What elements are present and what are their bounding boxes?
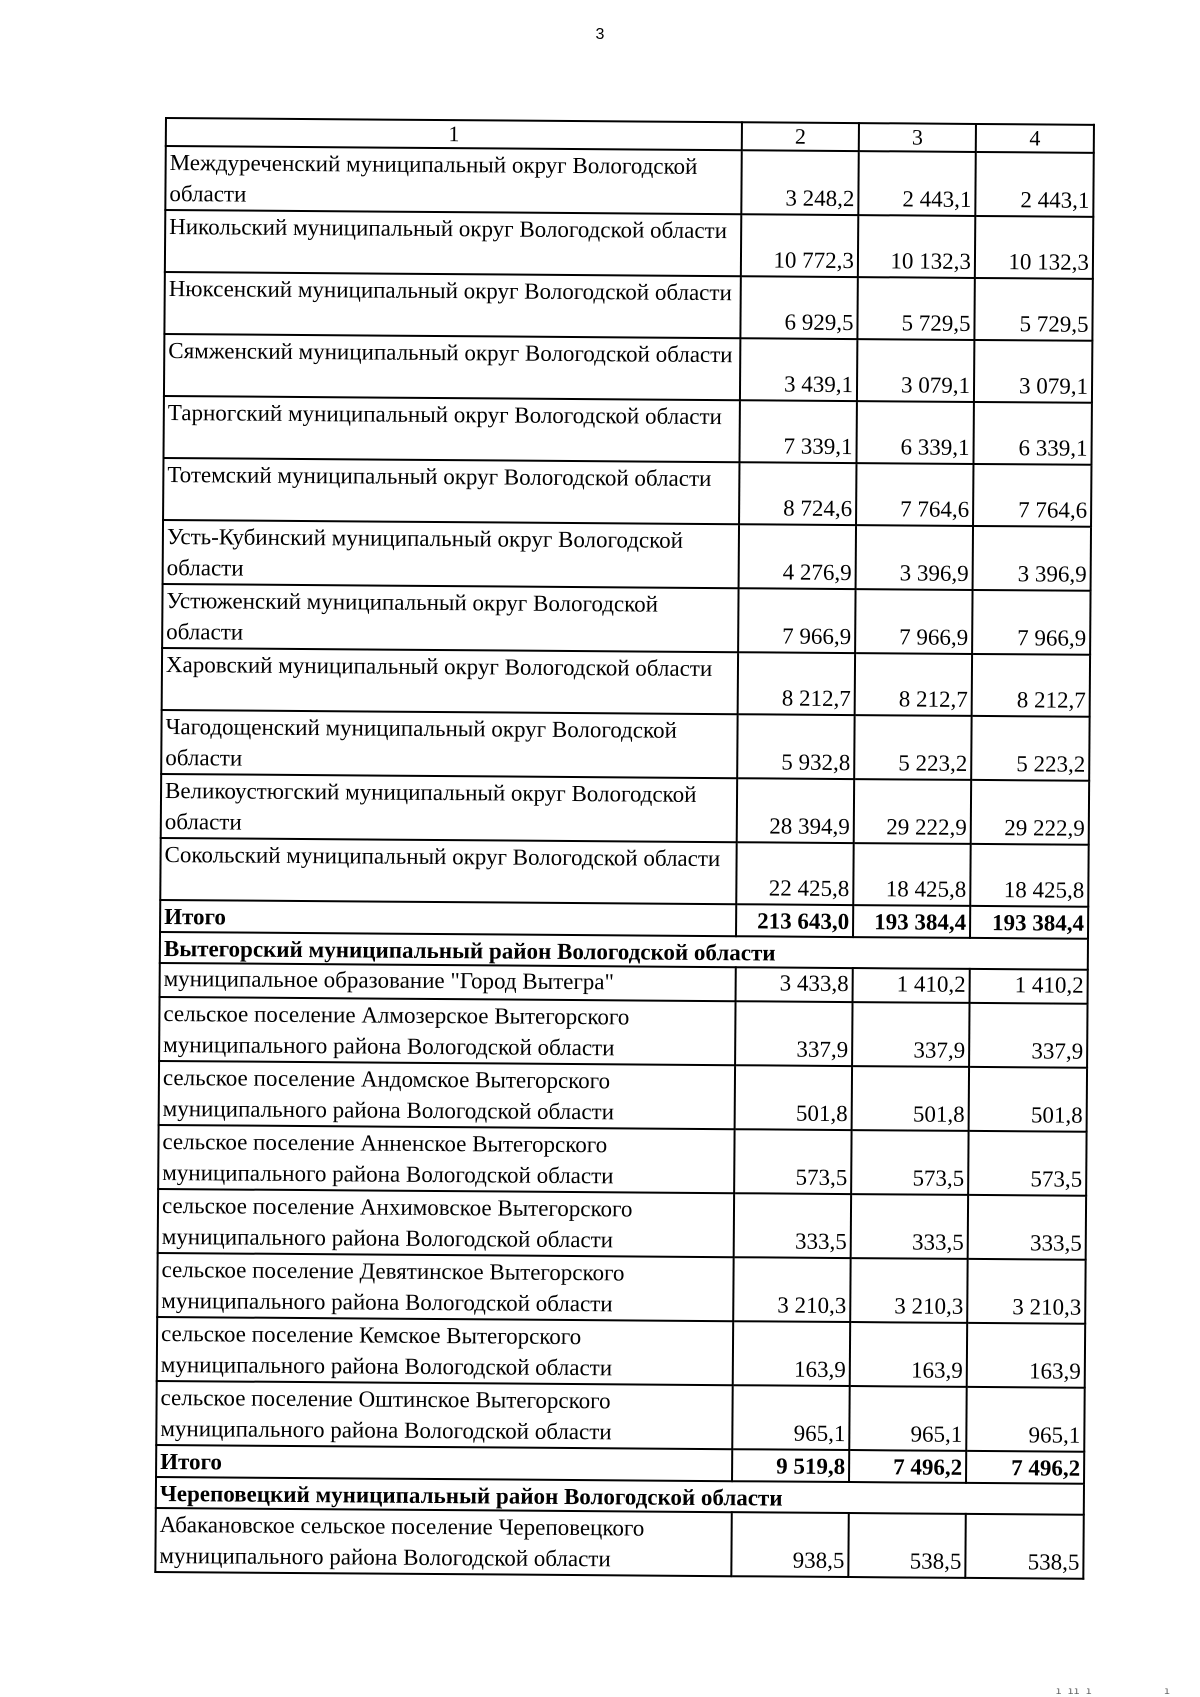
value-col-2: 337,9	[735, 1001, 852, 1066]
table-row	[165, 146, 1093, 217]
municipality-name: Чагодощенский муниципальный округ Вологодской области	[161, 710, 737, 778]
municipality-name: Великоустюгский муниципальный округ Вологодской области	[161, 774, 737, 842]
value-col-4: 8 212,7	[972, 654, 1090, 717]
value-col-4: 29 222,9	[971, 780, 1089, 845]
value-col-4: 10 132,3	[975, 216, 1093, 279]
value-col-4: 3 396,9	[973, 526, 1091, 591]
value-col-2: 22 425,8	[736, 842, 853, 905]
municipality-name: сельское поселение Анненское Вытегорского муниципального района Вологодской области	[158, 1125, 734, 1193]
value-col-3: 3 079,1	[857, 339, 974, 402]
value-col-4: 573,5	[968, 1131, 1086, 1196]
municipality-name: Нюксенский муниципальный округ Вологодской области	[164, 272, 740, 338]
value-col-2: 8 724,6	[739, 462, 856, 525]
value-col-3: 18 425,8	[853, 843, 970, 906]
value-col-3: 965,1	[849, 1386, 966, 1451]
municipality-name: Тарногский муниципальный округ Вологодской области	[164, 396, 740, 462]
value-col-4: 163,9	[967, 1323, 1085, 1388]
value-col-2: 28 394,9	[737, 778, 854, 843]
municipality-name: сельское поселение Оштинское Вытегорского муниципального района Вологодской области	[156, 1381, 732, 1449]
table-row	[164, 272, 1092, 341]
value-col-2: 8 212,7	[738, 652, 855, 715]
table-row	[161, 710, 1089, 781]
value-col-4: 7 966,9	[972, 590, 1090, 655]
value-col-2: 3 248,2	[741, 150, 858, 215]
value-col-3: 193 384,4	[853, 905, 970, 938]
table-row	[156, 1381, 1084, 1452]
table-row	[159, 1061, 1087, 1132]
table-row	[160, 838, 1088, 907]
value-col-4: 337,9	[969, 1003, 1087, 1068]
municipality-name: сельское поселение Девятинское Вытегорского муниципального района Вологодской области	[157, 1253, 733, 1321]
municipality-name: Абакановское сельское поселение Череповецкого муниципального района Вологодской области	[155, 1508, 731, 1576]
value-col-2: 501,8	[735, 1065, 852, 1130]
value-col-2: 10 772,3	[741, 214, 858, 277]
value-col-2: 4 276,9	[739, 524, 856, 589]
scan-edge-marks: ı ıı ı ı	[1055, 1686, 1170, 1697]
table-row	[158, 1125, 1086, 1196]
value-col-3: 10 132,3	[858, 215, 975, 278]
table-row	[157, 1253, 1085, 1324]
table-row	[155, 1508, 1083, 1579]
table-row	[163, 520, 1091, 591]
value-col-2: 3 210,3	[733, 1257, 850, 1322]
value-col-3: 538,5	[848, 1513, 965, 1578]
value-col-3: 29 222,9	[854, 779, 971, 844]
value-col-2: 7 966,9	[738, 588, 855, 653]
value-col-2: 6 929,5	[740, 276, 857, 339]
value-col-3: 5 223,2	[854, 715, 971, 780]
total-label: Итого	[160, 900, 736, 936]
value-col-3: 1 410,2	[853, 968, 970, 1003]
value-col-3: 573,5	[851, 1130, 968, 1195]
value-col-2: 5 932,8	[737, 714, 854, 779]
value-col-4: 501,8	[969, 1067, 1087, 1132]
municipality-name: Усть-Кубинский муниципальный округ Вологодской области	[163, 520, 739, 588]
municipality-name: Междуреченский муниципальный округ Вологодской области	[165, 146, 741, 214]
value-col-4: 193 384,4	[970, 906, 1088, 939]
page-number: 3	[595, 26, 605, 43]
header-cell-2: 2	[742, 122, 859, 151]
value-col-2: 3 439,1	[740, 338, 857, 401]
value-col-2: 213 643,0	[736, 904, 853, 937]
value-col-4: 538,5	[965, 1514, 1083, 1579]
value-col-3: 333,5	[851, 1194, 968, 1259]
value-col-4: 6 339,1	[973, 402, 1091, 465]
value-col-3: 501,8	[852, 1066, 969, 1131]
municipality-name: Тотемский муниципальный округ Вологодской области	[163, 458, 739, 524]
header-cell-4: 4	[976, 124, 1094, 153]
header-cell-1: 1	[166, 118, 742, 150]
value-col-3: 5 729,5	[857, 277, 974, 340]
municipality-name: сельское поселение Кемское Вытегорского муниципального района Вологодской области	[157, 1317, 733, 1385]
municipality-name: Харовский муниципальный округ Вологодской области	[162, 648, 738, 714]
section-title: Череповецкий муниципальный район Вологодской области	[156, 1477, 1084, 1515]
value-col-3: 6 339,1	[856, 401, 973, 464]
value-col-3: 3 210,3	[850, 1258, 967, 1323]
value-col-2: 573,5	[734, 1129, 851, 1194]
municipality-name: Сямженский муниципальный округ Вологодской области	[164, 334, 740, 400]
table-row	[162, 648, 1090, 717]
municipality-name: сельское поселение Андомское Вытегорского муниципального района Вологодской области	[159, 1061, 735, 1129]
municipality-name: Сокольский муниципальный округ Вологодской области	[160, 838, 736, 904]
value-col-4: 965,1	[966, 1387, 1084, 1452]
value-col-4: 3 210,3	[967, 1259, 1085, 1324]
value-col-3: 337,9	[852, 1002, 969, 1067]
value-col-3: 3 396,9	[856, 525, 973, 590]
table-row	[164, 396, 1092, 465]
municipality-name: сельское поселение Анхимовское Вытегорского муниципального района Вологодской области	[158, 1189, 734, 1257]
value-col-3: 7 496,2	[849, 1450, 966, 1483]
budget-table	[154, 117, 1095, 1580]
value-col-2: 333,5	[734, 1193, 851, 1258]
value-col-2: 9 519,8	[732, 1449, 849, 1482]
value-col-3: 7 966,9	[855, 589, 972, 654]
value-col-2: 7 339,1	[739, 400, 856, 463]
table-row	[159, 997, 1087, 1068]
value-col-4: 7 496,2	[966, 1451, 1084, 1484]
value-col-4: 3 079,1	[974, 340, 1092, 403]
municipality-name: муниципальное образование "Город Вытегра"	[160, 963, 736, 1001]
total-label: Итого	[156, 1445, 732, 1481]
header-cell-3: 3	[859, 123, 976, 152]
municipality-name: Никольский муниципальный округ Вологодской области	[165, 210, 741, 276]
value-col-4: 2 443,1	[975, 152, 1093, 217]
table-body	[155, 118, 1094, 1579]
value-col-4: 333,5	[968, 1195, 1086, 1260]
value-col-2: 938,5	[731, 1512, 848, 1577]
value-col-2: 965,1	[732, 1385, 849, 1450]
value-col-3: 7 764,6	[856, 463, 973, 526]
table-row	[162, 584, 1090, 655]
table-row	[157, 1317, 1085, 1388]
value-col-4: 5 223,2	[971, 716, 1089, 781]
value-col-4: 7 764,6	[973, 464, 1091, 527]
table-row	[158, 1189, 1086, 1260]
value-col-3: 2 443,1	[858, 151, 975, 216]
table-row	[161, 774, 1089, 845]
value-col-4: 18 425,8	[970, 844, 1088, 907]
value-col-4: 5 729,5	[974, 278, 1092, 341]
table-row	[164, 334, 1092, 403]
table-row	[163, 458, 1091, 527]
section-title: Вытегорский муниципальный район Вологодской области	[160, 932, 1088, 970]
table-row	[165, 210, 1093, 279]
value-col-2: 163,9	[733, 1321, 850, 1386]
value-col-3: 8 212,7	[855, 653, 972, 716]
value-col-2: 3 433,8	[736, 967, 853, 1002]
municipality-name: Устюженский муниципальный округ Вологодской области	[162, 584, 738, 652]
municipality-name: сельское поселение Алмозерское Вытегорского муниципального района Вологодской области	[159, 997, 735, 1065]
value-col-3: 163,9	[850, 1322, 967, 1387]
value-col-4: 1 410,2	[970, 969, 1088, 1004]
